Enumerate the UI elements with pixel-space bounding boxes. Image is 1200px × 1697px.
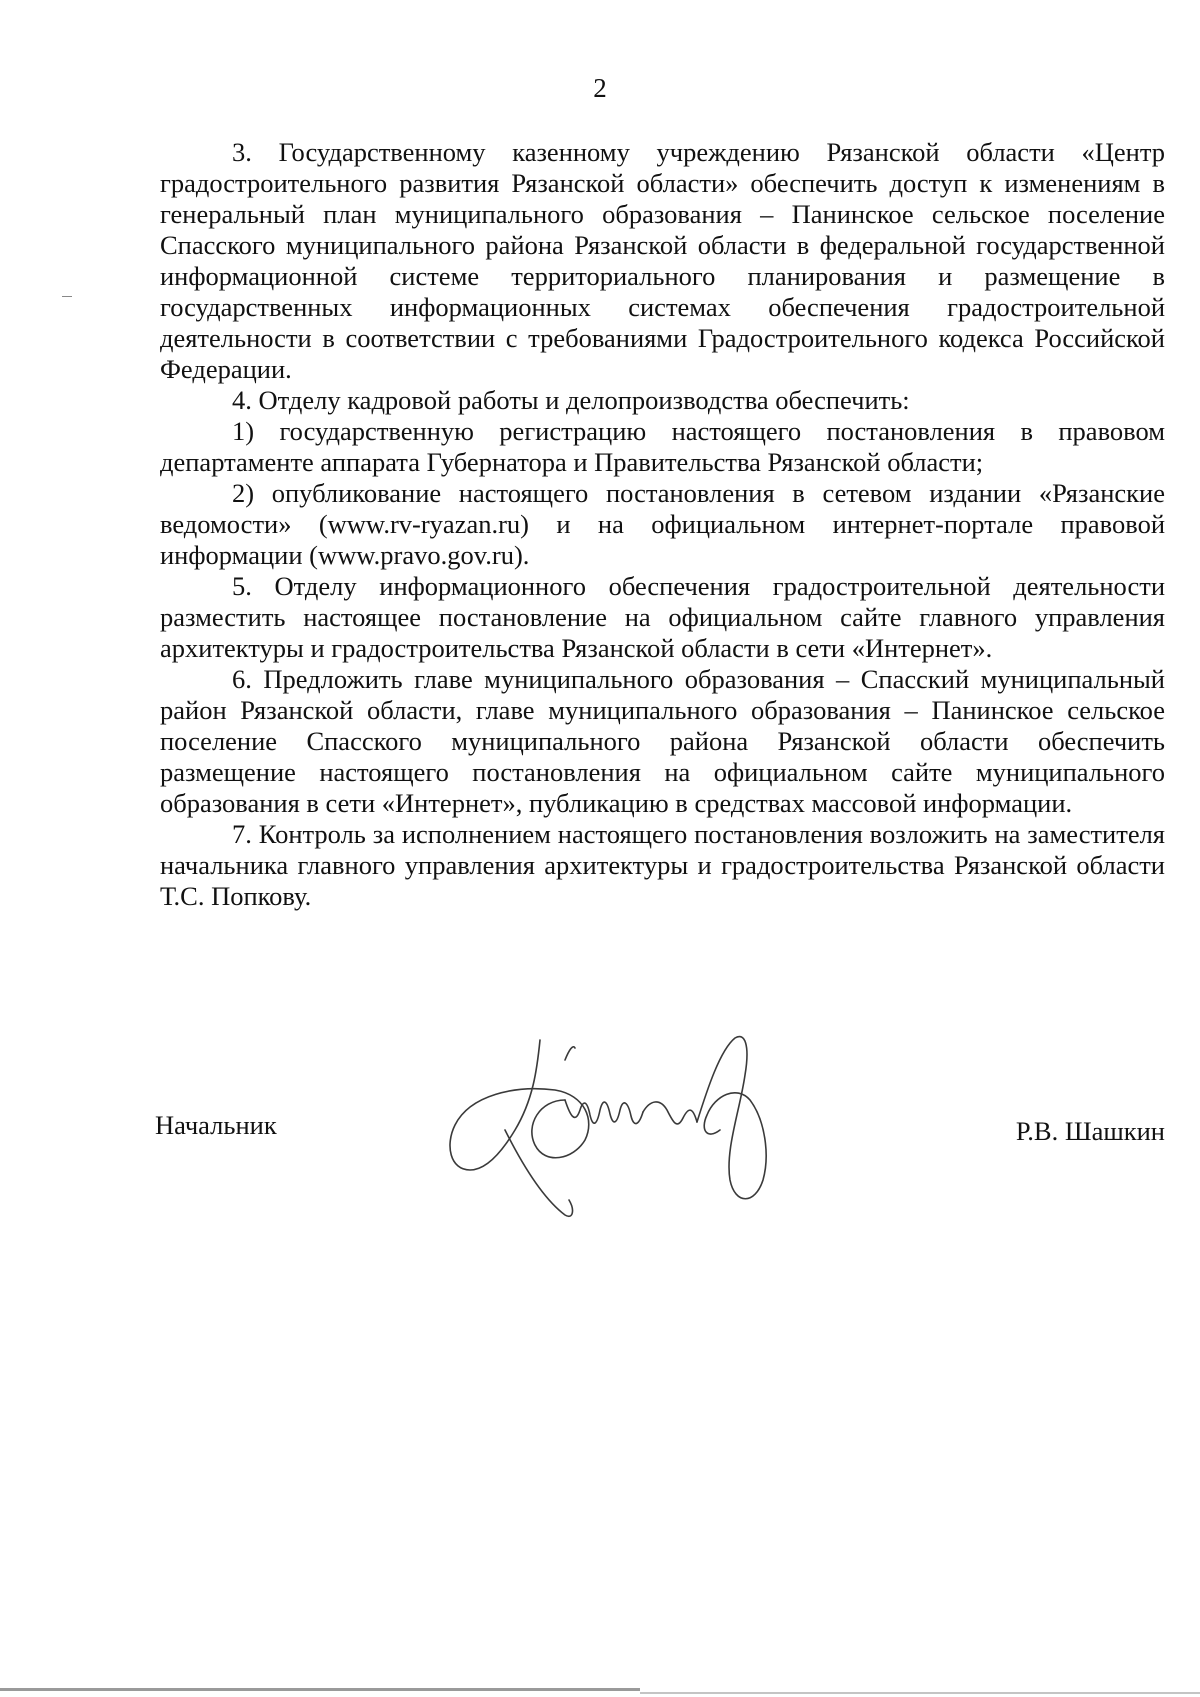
paragraph-item-7: 7. Контроль за исполнением настоящего постановления возложить на заместителя начальника главного управления архитектуры и градостроительства Рязанской области Т.С. Попкову. [160,819,1165,911]
paragraph-subitem-4-2: 2) опубликование настоящего постановления в сетевом издании «Рязанские ведомости» (www.rv-ryazan.ru) и на официальном интернет-портале правовой информации (www.pravo.gov.ru). [160,478,1165,570]
paragraph-item-3: 3. Государственному казенному учреждению Рязанской области «Центр градостроительного развития Рязанской области» обеспечить доступ к изменениям в генеральный план муниципального образования – Панинское сельское поселение Спасского муниципального района Рязанской области в федеральной государственной информационной системе территориального планирования и размещение в государственных информационных системах обеспечения градостроительной деятельности в соответствии с требованиями Градостроительного кодекса Российской Федерации. [160,137,1165,384]
document-body [160,137,1165,912]
scan-edge-line [0,1688,640,1691]
paragraph-item-5: 5. Отделу информационного обеспечения градостроительной деятельности разместить настоящее постановление на официальном сайте главного управления архитектуры и градостроительства Рязанской области в сети «Интернет». [160,571,1165,663]
scan-edge-line-right [640,1692,1200,1694]
page-number: 2 [593,73,607,103]
signer-name: Р.В. Шашкин [1015,1116,1165,1146]
paragraph-subitem-4-1: 1) государственную регистрацию настоящего постановления в правовом департаменте аппарата Губернатора и Правительства Рязанской области; [160,416,1165,477]
signature-block [155,1110,1165,1150]
paragraph-item-4: 4. Отделу кадровой работы и делопроизводства обеспечить: [232,385,910,415]
paragraph-item-6: 6. Предложить главе муниципального образования – Спасский муниципальный район Рязанской области, главе муниципального образования – Панинское сельское поселение Спасского муниципального района Рязанской области обеспечить размещение настоящего постановления на официальном сайте муниципального образования в сети «Интернет», публикацию в средствах массовой информации. [160,664,1165,818]
signer-title: Начальник [155,1110,277,1140]
scan-mark [62,296,72,297]
